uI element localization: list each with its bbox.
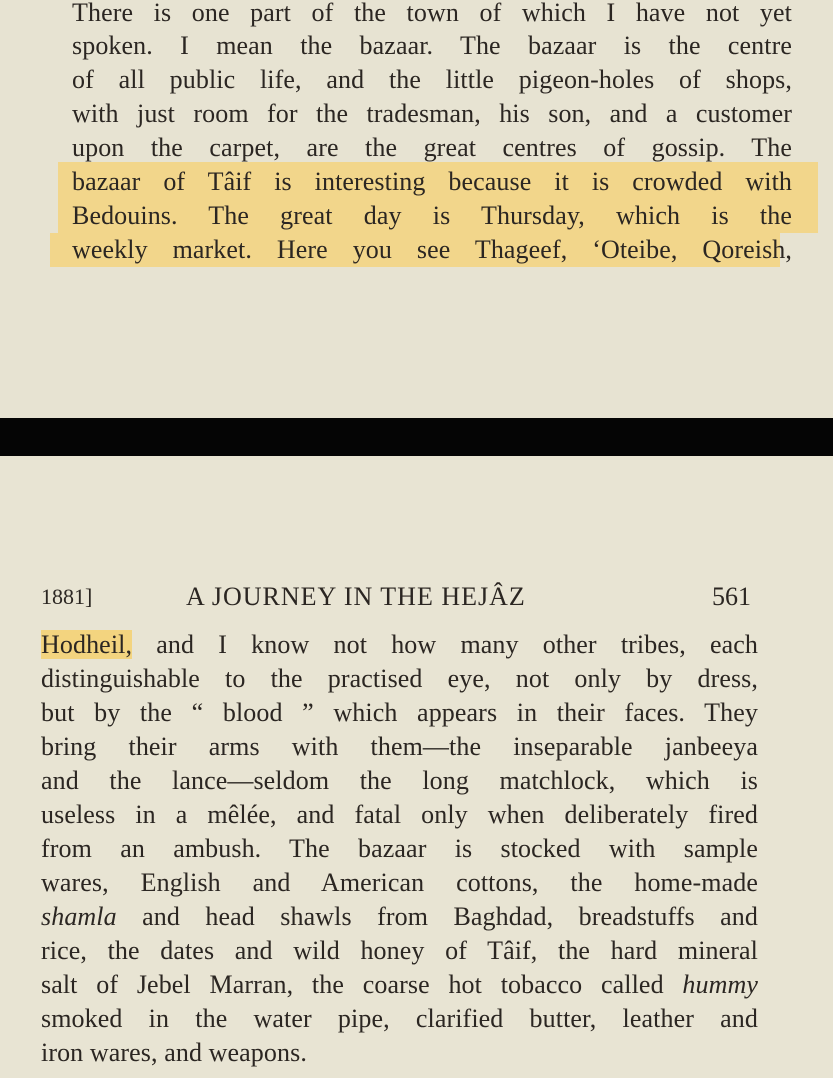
italic-word: hummy	[682, 970, 758, 999]
text-line: wares, English and American cottons, the home-made	[41, 868, 758, 897]
text-line: Bedouins. The great day is Thursday, which is the	[72, 201, 792, 230]
running-head-title: A JOURNEY IN THE HEJÂZ	[186, 582, 526, 611]
line-text: and I know not how many other tribes, each	[132, 630, 758, 659]
text-line: from an ambush. The bazaar is stocked with sample	[41, 834, 758, 863]
text-line: rice, the dates and wild honey of Tâif, the hard mineral	[41, 936, 758, 965]
year-marker: 1881]	[41, 584, 93, 609]
text-line	[41, 628, 758, 662]
text-line: with just room for the tradesman, his son, and a customer	[72, 99, 792, 128]
text-line: iron wares, and weapons.	[41, 1038, 307, 1067]
line-text: salt of Jebel Marran, the coarse hot tobacco called	[41, 970, 683, 999]
text-line: There is one part of the town of which I have not yet	[72, 0, 792, 27]
highlighted-word: Hodheil,	[41, 630, 133, 659]
text-line: smoked in the water pipe, clarified butter, leather and	[41, 1004, 758, 1033]
italic-word: shamla	[41, 902, 117, 931]
text-line: but by the “ blood ” which appears in their faces. They	[41, 698, 758, 727]
text-line	[41, 968, 758, 1002]
text-line: bazaar of Tâif is interesting because it is crowded with	[72, 167, 792, 196]
page-number: 561	[712, 582, 751, 611]
text-line: distinguishable to the practised eye, not only by dress,	[41, 664, 758, 693]
text-line: and the lance—seldom the long matchlock, which is	[41, 766, 758, 795]
line-text: and head shawls from Baghdad, breadstuffs and	[116, 902, 758, 931]
text-line: upon the carpet, are the great centres of gossip. The	[72, 133, 792, 162]
text-line: bring their arms with them—the inseparable janbeeya	[41, 732, 758, 761]
text-line	[41, 900, 758, 934]
text-line: of all public life, and the little pigeon-holes of shops,	[72, 65, 792, 94]
black-divider-bar	[0, 418, 833, 456]
text-line: useless in a mêlée, and fatal only when deliberately fired	[41, 800, 758, 829]
text-line: spoken. I mean the bazaar. The bazaar is the centre	[72, 31, 792, 60]
bottom-page	[0, 456, 833, 1078]
text-line: weekly market. Here you see Thageef, ‘Oteibe, Qoreish,	[72, 235, 792, 264]
top-page-fragment	[0, 0, 833, 418]
